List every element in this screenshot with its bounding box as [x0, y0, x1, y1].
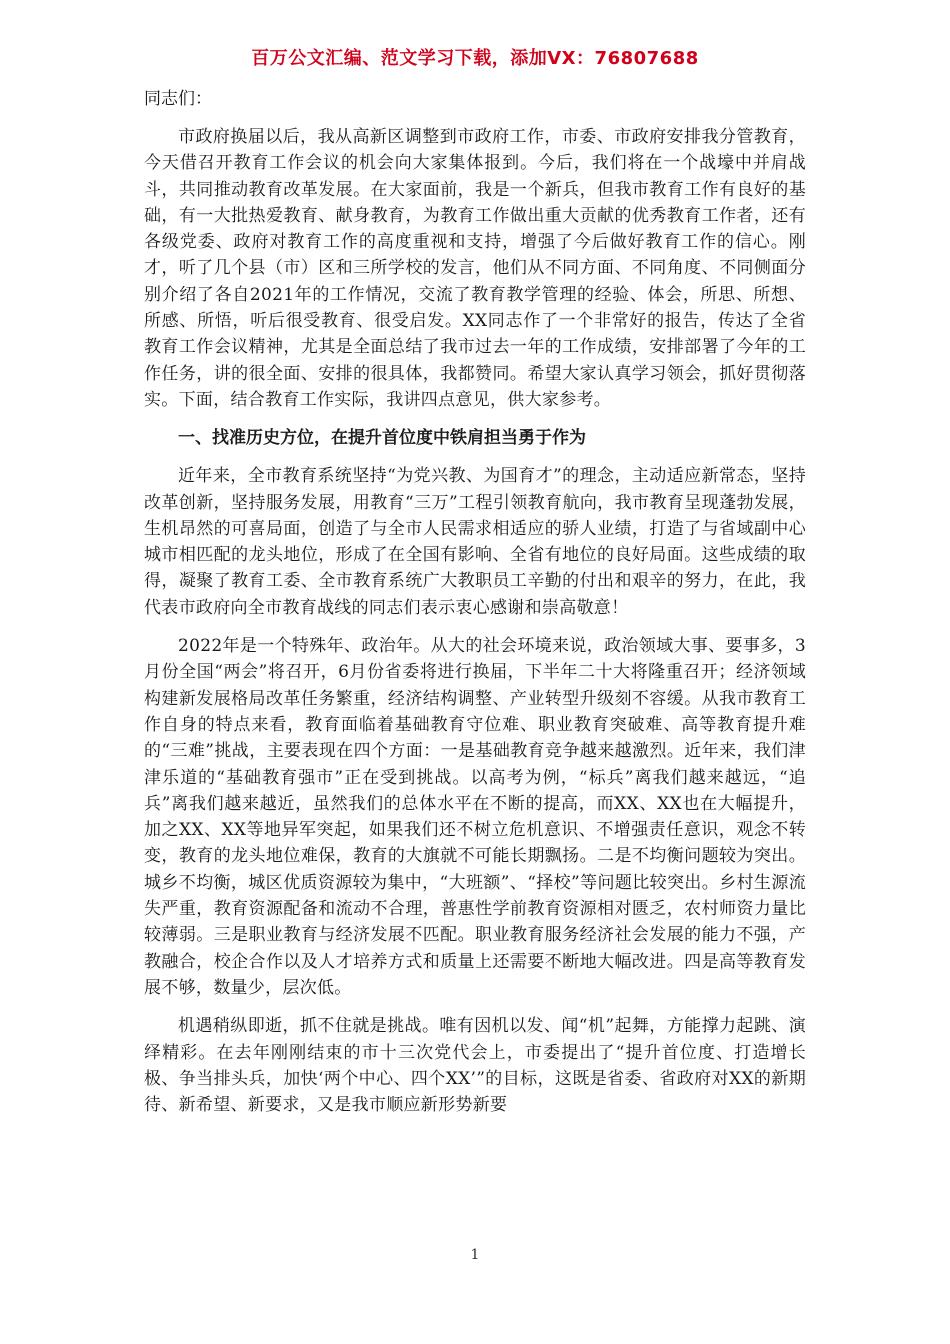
paragraph: 机遇稍纵即逝，抓不住就是挑战。唯有因机以发、闻“机”起舞，方能撑力起跳、演绎精彩。在去年刚刚结束的市十三次党代会上，市委提出了“提升首位度、打造增长极、争当排头兵，加快‘两个中心、四个XX’”的目标，这既是省委、省政府对XX的新期待、新希望、新要求，又是我市顺应新形势新要: [144, 1016, 806, 1116]
document-body: [144, 86, 806, 1130]
section-heading-1: 一、找准历史方位，在提升首位度中铁肩担当勇于作为: [178, 428, 586, 449]
paragraph: 2022年是一个特殊年、政治年。从大的社会环境来说，政治领域大事、要事多，3月份全国“两会”将召开，6月份省委将进行换届，下半年二十大将隆重召开；经济领域构建新发展格局改革任务繁重，经济结构调整、产业转型升级刻不容缓。从我市教育工作自身的特点来看，教育面临着基础教育守位难、职业教育突破难、高等教育提升难的“三难”挑战，主要表现在四个方面：一是基础教育竞争越来越激烈。近年来，我们津津乐道的“基础教育强市”正在受到挑战。以高考为例，“标兵”离我们越来越远，“追兵”离我们越来越近，虽然我们的总体水平在不断的提高，而XX、XX也在大幅提升，加之XX、XX等地异军突起，如果我们还不树立危机意识、不增强责任意识，观念不转变，教育的龙头地位难保，教育的大旗就不可能长期飘扬。二是不均衡问题较为突出。城乡不均衡，城区优质资源较为集中，“大班额”、“择校”等问题比较突出。乡村生源流失严重，教育资源配备和流动不合理，普惠性学前教育资源相对匮乏，农村师资力量比较薄弱。三是职业教育与经济发展不匹配。职业教育服务经济社会发展的能力不强，产教融合，校企合作以及人才培养方式和质量上还需要不断地大幅改进。四是高等教育发展不够，数量少，层次低。: [144, 636, 806, 998]
page-number: 1: [470, 1247, 480, 1263]
watermark-banner: 百万公文汇编、范文学习下载，添加VX：76807688: [251, 48, 699, 69]
paragraph-intro: 市政府换届以后，我从高新区调整到市政府工作，市委、市政府安排我分管教育，今天借召开教育工作会议的机会向大家集体报到。今后，我们将在一个战壕中并肩战斗，共同推动教育改革发展。在大家面前，我是一个新兵，但我市教育工作有良好的基础，有一大批热爱教育、献身教育，为教育工作做出重大贡献的优秀教育工作者，还有各级党委、政府对教育工作的高度重视和支持，增强了今后做好教育工作的信心。刚才，听了几个县（市）区和三所学校的发言，他们从不同方面、不同角度、不同侧面分别介绍了各自2021年的工作情况，交流了教育教学管理的经验、体会，所思、所想、所感、所悟，听后很受教育、很受启发。XX同志作了一个非常好的报告，传达了全省教育工作会议精神，尤其是全面总结了我市过去一年的工作成绩，安排部署了今年的工作任务，讲的很全面、安排的很具体，我都赞同。希望大家认真学习领会，抓好贯彻落实。下面，结合教育工作实际，我讲四点意见，供大家参考。: [144, 127, 806, 410]
paragraph: 近年来，全市教育系统坚持“为党兴教、为国育才”的理念，主动适应新常态，坚持改革创新，坚持服务发展，用教育“三万”工程引领教育航向，我市教育呈现蓬勃发展，生机昂然的可喜局面，创造了与全市人民需求相适应的骄人业绩，打造了与省域副中心城市相匹配的龙头地位，形成了在全国有影响、全省有地位的良好局面。这些成绩的取得，凝聚了教育工委、全市教育系统广大教职员工辛勤的付出和艰辛的努力，在此，我代表市政府向全市教育战线的同志们表示衷心感谢和崇高敬意！: [144, 466, 806, 618]
greeting: 同志们：: [144, 89, 212, 109]
